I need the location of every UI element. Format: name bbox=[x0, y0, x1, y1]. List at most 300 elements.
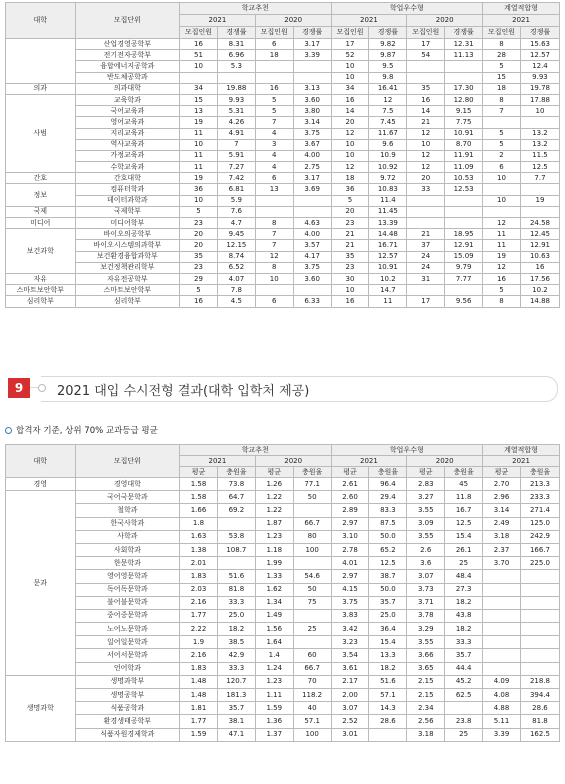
value-cell: 12.5 bbox=[445, 517, 483, 530]
value-cell: 14.48 bbox=[369, 229, 407, 240]
value-cell: 38.5 bbox=[217, 636, 255, 649]
value-cell: 11.45 bbox=[369, 206, 407, 217]
value-cell bbox=[483, 596, 521, 609]
value-cell: 2.70 bbox=[483, 478, 521, 491]
value-cell bbox=[445, 195, 483, 206]
value-cell: 6 bbox=[255, 39, 293, 50]
value-cell: 16.71 bbox=[369, 240, 407, 251]
value-cell: 12.53 bbox=[445, 184, 483, 195]
value-cell: 31 bbox=[407, 273, 445, 284]
value-cell: 16.7 bbox=[445, 504, 483, 517]
value-cell: 2.17 bbox=[331, 675, 369, 688]
unit-cell: 산업경영공학부 bbox=[75, 39, 179, 50]
college-cell: 심리학부 bbox=[6, 296, 76, 307]
value-cell: 3.78 bbox=[407, 609, 445, 622]
unit-cell: 한문학과 bbox=[75, 557, 179, 570]
value-cell: 6 bbox=[255, 296, 293, 307]
value-cell: 9.82 bbox=[369, 39, 407, 50]
value-cell: 1.66 bbox=[180, 504, 218, 517]
value-cell: 25.0 bbox=[217, 609, 255, 622]
value-cell: 12.57 bbox=[520, 50, 559, 61]
value-cell: 47.1 bbox=[217, 728, 255, 741]
unit-cell: 바이오시스템의과학부 bbox=[75, 240, 179, 251]
value-cell: 3.13 bbox=[293, 83, 331, 94]
value-cell bbox=[483, 623, 521, 636]
college-cell: 보건과학 bbox=[6, 229, 76, 274]
table-row bbox=[6, 39, 560, 50]
value-cell: 15.09 bbox=[445, 251, 483, 262]
value-cell: 20 bbox=[331, 206, 369, 217]
value-cell: 5 bbox=[483, 285, 521, 296]
value-cell: 16 bbox=[331, 296, 369, 307]
value-cell: 6.33 bbox=[293, 296, 331, 307]
header-sub: 충원율 bbox=[217, 467, 255, 478]
value-cell: 10.2 bbox=[369, 273, 407, 284]
value-cell: 21 bbox=[331, 240, 369, 251]
value-cell bbox=[483, 206, 521, 217]
value-cell: 14 bbox=[407, 106, 445, 117]
value-cell bbox=[255, 285, 293, 296]
value-cell: 77.1 bbox=[293, 478, 331, 491]
value-cell: 3.75 bbox=[331, 596, 369, 609]
value-cell: 54 bbox=[407, 50, 445, 61]
section-note bbox=[5, 424, 158, 436]
unit-cell: 국어국문학과 bbox=[75, 491, 179, 504]
value-cell: 7 bbox=[255, 229, 293, 240]
value-cell: 16 bbox=[331, 94, 369, 105]
header-year: 2021 bbox=[331, 15, 407, 27]
value-cell: 7.8 bbox=[217, 285, 255, 296]
college-cell: 간호 bbox=[6, 173, 76, 184]
value-cell: 2.49 bbox=[483, 517, 521, 530]
value-cell: 9.56 bbox=[445, 296, 483, 307]
value-cell: 17.56 bbox=[520, 273, 559, 284]
unit-cell: 수학교육과 bbox=[75, 162, 179, 173]
value-cell: 9.93 bbox=[520, 72, 559, 83]
value-cell: 1.18 bbox=[255, 543, 293, 556]
value-cell: 29.4 bbox=[369, 491, 407, 504]
value-cell: 4.09 bbox=[483, 675, 521, 688]
header-sub: 평균 bbox=[407, 467, 445, 478]
value-cell: 24 bbox=[407, 262, 445, 273]
table-row bbox=[6, 517, 560, 530]
header-sub: 충원율 bbox=[369, 467, 407, 478]
value-cell: 7 bbox=[255, 117, 293, 128]
value-cell: 10.91 bbox=[369, 262, 407, 273]
value-cell: 2 bbox=[483, 150, 521, 161]
unit-cell: 생명과학부 bbox=[75, 675, 179, 688]
unit-cell: 가정교육과 bbox=[75, 150, 179, 161]
value-cell: 1.38 bbox=[180, 543, 218, 556]
table-row bbox=[6, 273, 560, 284]
value-cell: 10 bbox=[180, 139, 218, 150]
note-text: 합격자 기준, 상위 70% 교과등급 평균 bbox=[16, 426, 158, 436]
table-row bbox=[6, 206, 560, 217]
value-cell: 25.0 bbox=[369, 609, 407, 622]
value-cell: 3.73 bbox=[407, 583, 445, 596]
value-cell: 20 bbox=[180, 229, 218, 240]
value-cell bbox=[520, 117, 559, 128]
value-cell: 96.4 bbox=[369, 478, 407, 491]
value-cell: 5 bbox=[255, 94, 293, 105]
value-cell: 13 bbox=[255, 184, 293, 195]
section-banner bbox=[5, 372, 558, 402]
value-cell: 18.2 bbox=[369, 662, 407, 675]
value-cell: 5 bbox=[180, 285, 218, 296]
value-cell: 1.99 bbox=[255, 557, 293, 570]
value-cell: 7.5 bbox=[369, 106, 407, 117]
value-cell bbox=[407, 206, 445, 217]
value-cell: 1.9 bbox=[180, 636, 218, 649]
value-cell: 5 bbox=[483, 128, 521, 139]
value-cell bbox=[293, 195, 331, 206]
table-row bbox=[6, 106, 560, 117]
value-cell: 2.03 bbox=[180, 583, 218, 596]
value-cell: 3.57 bbox=[293, 240, 331, 251]
table-row bbox=[6, 728, 560, 741]
value-cell bbox=[483, 636, 521, 649]
value-cell: 5.91 bbox=[217, 150, 255, 161]
table-row bbox=[6, 636, 560, 649]
value-cell bbox=[407, 285, 445, 296]
table-row bbox=[6, 570, 560, 583]
table-row bbox=[6, 296, 560, 307]
value-cell: 18.2 bbox=[445, 623, 483, 636]
value-cell bbox=[445, 72, 483, 83]
value-cell: 7.27 bbox=[217, 162, 255, 173]
value-cell: 51 bbox=[180, 50, 218, 61]
value-cell: 36.4 bbox=[369, 623, 407, 636]
value-cell: 1.23 bbox=[255, 530, 293, 543]
unit-cell: 언어학과 bbox=[75, 662, 179, 675]
value-cell: 2.34 bbox=[407, 702, 445, 715]
value-cell bbox=[293, 72, 331, 83]
value-cell: 16 bbox=[520, 262, 559, 273]
value-cell: 9.45 bbox=[217, 229, 255, 240]
value-cell: 14 bbox=[331, 106, 369, 117]
value-cell: 20 bbox=[331, 117, 369, 128]
value-cell: 118.2 bbox=[293, 689, 331, 702]
value-cell: 13.3 bbox=[369, 649, 407, 662]
value-cell: 60 bbox=[293, 649, 331, 662]
value-cell: 15.4 bbox=[445, 530, 483, 543]
value-cell: 87.5 bbox=[369, 517, 407, 530]
value-cell: 35 bbox=[331, 251, 369, 262]
value-cell: 2.01 bbox=[180, 557, 218, 570]
value-cell: 23 bbox=[331, 218, 369, 229]
value-cell bbox=[255, 72, 293, 83]
value-cell bbox=[445, 702, 483, 715]
value-cell: 20 bbox=[180, 240, 218, 251]
value-cell bbox=[520, 636, 559, 649]
value-cell bbox=[407, 218, 445, 229]
value-cell: 12.4 bbox=[520, 61, 559, 72]
value-cell: 5.9 bbox=[217, 195, 255, 206]
value-cell: 11.91 bbox=[445, 150, 483, 161]
value-cell: 1.56 bbox=[255, 623, 293, 636]
value-cell: 24 bbox=[407, 251, 445, 262]
value-cell: 3.07 bbox=[407, 570, 445, 583]
header-group: 학교추천 bbox=[180, 445, 332, 456]
value-cell bbox=[520, 609, 559, 622]
value-cell: 2.00 bbox=[331, 689, 369, 702]
header-group: 계열적합형 bbox=[483, 3, 560, 15]
value-cell: 11.67 bbox=[369, 128, 407, 139]
value-cell: 1.22 bbox=[255, 491, 293, 504]
value-cell: 125.0 bbox=[520, 517, 559, 530]
value-cell: 2.78 bbox=[331, 543, 369, 556]
table-grade-averages bbox=[5, 444, 560, 742]
header-sub: 평균 bbox=[483, 467, 521, 478]
college-cell bbox=[6, 39, 76, 84]
value-cell: 64.7 bbox=[217, 491, 255, 504]
unit-cell: 스마트보안학부 bbox=[75, 285, 179, 296]
value-cell: 1.58 bbox=[180, 491, 218, 504]
value-cell bbox=[520, 184, 559, 195]
value-cell: 5 bbox=[483, 139, 521, 150]
table-row bbox=[6, 689, 560, 702]
value-cell: 11 bbox=[180, 150, 218, 161]
value-cell: 18 bbox=[331, 173, 369, 184]
value-cell: 4.88 bbox=[483, 702, 521, 715]
value-cell: 10 bbox=[180, 195, 218, 206]
value-cell: 66.7 bbox=[293, 662, 331, 675]
value-cell bbox=[520, 662, 559, 675]
unit-cell: 보건정책관리학부 bbox=[75, 262, 179, 273]
value-cell: 19 bbox=[180, 117, 218, 128]
value-cell: 2.22 bbox=[180, 623, 218, 636]
value-cell: 2.83 bbox=[407, 478, 445, 491]
header-sub: 모집인원 bbox=[483, 27, 521, 39]
value-cell: 57.1 bbox=[369, 689, 407, 702]
value-cell: 12.5 bbox=[520, 162, 559, 173]
table-row bbox=[6, 662, 560, 675]
value-cell: 9.15 bbox=[445, 106, 483, 117]
value-cell: 37 bbox=[407, 240, 445, 251]
section-title: 2021 대입 수시전형 결과(대학 입학처 제공) bbox=[57, 384, 310, 399]
value-cell: 4.07 bbox=[217, 273, 255, 284]
value-cell: 1.58 bbox=[180, 478, 218, 491]
value-cell: 9.6 bbox=[369, 139, 407, 150]
header-sub: 모집인원 bbox=[407, 27, 445, 39]
value-cell: 7 bbox=[217, 139, 255, 150]
value-cell: 18.2 bbox=[217, 623, 255, 636]
value-cell bbox=[293, 504, 331, 517]
value-cell bbox=[407, 61, 445, 72]
value-cell: 50.0 bbox=[369, 530, 407, 543]
value-cell: 3.01 bbox=[331, 728, 369, 741]
value-cell: 15.63 bbox=[520, 39, 559, 50]
value-cell: 16.41 bbox=[369, 83, 407, 94]
value-cell: 26.1 bbox=[445, 543, 483, 556]
unit-cell: 생명공학부 bbox=[75, 689, 179, 702]
value-cell: 65.2 bbox=[369, 543, 407, 556]
value-cell: 23 bbox=[180, 262, 218, 273]
value-cell: 10 bbox=[407, 139, 445, 150]
value-cell: 4.00 bbox=[293, 229, 331, 240]
value-cell: 1.36 bbox=[255, 715, 293, 728]
value-cell bbox=[483, 184, 521, 195]
value-cell: 18 bbox=[255, 50, 293, 61]
value-cell: 25 bbox=[293, 623, 331, 636]
value-cell: 1.77 bbox=[180, 609, 218, 622]
value-cell bbox=[369, 728, 407, 741]
college-cell: 미디어 bbox=[6, 218, 76, 229]
value-cell: 23.8 bbox=[445, 715, 483, 728]
college-cell: 사범 bbox=[6, 94, 76, 172]
value-cell: 12 bbox=[483, 218, 521, 229]
header-unit: 모집단위 bbox=[75, 445, 179, 478]
value-cell: 11.8 bbox=[445, 491, 483, 504]
value-cell bbox=[520, 583, 559, 596]
table-row bbox=[6, 557, 560, 570]
value-cell: 3.17 bbox=[293, 39, 331, 50]
value-cell: 3.27 bbox=[407, 491, 445, 504]
unit-cell: 교육학과 bbox=[75, 94, 179, 105]
value-cell bbox=[445, 218, 483, 229]
value-cell bbox=[483, 609, 521, 622]
value-cell: 8 bbox=[483, 94, 521, 105]
college-cell: 국제 bbox=[6, 206, 76, 217]
value-cell: 18 bbox=[483, 83, 521, 94]
value-cell: 11 bbox=[483, 240, 521, 251]
table-row bbox=[6, 649, 560, 662]
value-cell: 4.5 bbox=[217, 296, 255, 307]
table-row bbox=[6, 117, 560, 128]
table-row bbox=[6, 94, 560, 105]
value-cell: 1.49 bbox=[255, 609, 293, 622]
value-cell: 21 bbox=[407, 117, 445, 128]
value-cell bbox=[293, 609, 331, 622]
unit-cell: 역사교육과 bbox=[75, 139, 179, 150]
value-cell: 11.5 bbox=[520, 150, 559, 161]
value-cell: 2.75 bbox=[293, 162, 331, 173]
value-cell: 15.4 bbox=[369, 636, 407, 649]
value-cell: 8 bbox=[483, 296, 521, 307]
value-cell: 1.26 bbox=[255, 478, 293, 491]
unit-cell: 일어일문학과 bbox=[75, 636, 179, 649]
header-group: 학업우수형 bbox=[331, 445, 483, 456]
value-cell: 24.58 bbox=[520, 218, 559, 229]
header-year: 2021 bbox=[180, 15, 256, 27]
value-cell: 45.2 bbox=[445, 675, 483, 688]
table-row bbox=[6, 139, 560, 150]
value-cell bbox=[180, 72, 218, 83]
value-cell: 2.16 bbox=[180, 649, 218, 662]
unit-cell: 식품자원경제학과 bbox=[75, 728, 179, 741]
value-cell: 10.2 bbox=[520, 285, 559, 296]
college-cell: 문과 bbox=[6, 491, 76, 676]
value-cell bbox=[483, 649, 521, 662]
value-cell: 1.81 bbox=[180, 702, 218, 715]
value-cell: 12 bbox=[369, 94, 407, 105]
value-cell bbox=[407, 72, 445, 83]
value-cell: 3.18 bbox=[483, 530, 521, 543]
value-cell: 8.74 bbox=[217, 251, 255, 262]
value-cell: 1.34 bbox=[255, 596, 293, 609]
header-sub: 평균 bbox=[331, 467, 369, 478]
unit-cell: 미디어학부 bbox=[75, 218, 179, 229]
table-row bbox=[6, 675, 560, 688]
value-cell: 17.88 bbox=[520, 94, 559, 105]
header-year: 2021 bbox=[483, 456, 560, 467]
unit-cell: 사회학과 bbox=[75, 543, 179, 556]
value-cell: 8.31 bbox=[217, 39, 255, 50]
value-cell: 5 bbox=[483, 61, 521, 72]
value-cell: 9.87 bbox=[369, 50, 407, 61]
college-cell: 정보 bbox=[6, 184, 76, 206]
header-sub: 모집인원 bbox=[331, 27, 369, 39]
value-cell: 108.7 bbox=[217, 543, 255, 556]
value-cell: 1.62 bbox=[255, 583, 293, 596]
value-cell: 10 bbox=[331, 150, 369, 161]
value-cell: 3.60 bbox=[293, 273, 331, 284]
value-cell: 8 bbox=[255, 262, 293, 273]
header-sub: 경쟁률 bbox=[217, 27, 255, 39]
value-cell: 8 bbox=[483, 39, 521, 50]
value-cell bbox=[255, 206, 293, 217]
table-row bbox=[6, 83, 560, 94]
table-admission-competition bbox=[5, 2, 560, 308]
value-cell: 1.8 bbox=[180, 517, 218, 530]
unit-cell: 국제학부 bbox=[75, 206, 179, 217]
value-cell bbox=[293, 636, 331, 649]
value-cell: 4.26 bbox=[217, 117, 255, 128]
value-cell: 19.88 bbox=[217, 83, 255, 94]
unit-cell: 한국사학과 bbox=[75, 517, 179, 530]
value-cell bbox=[293, 206, 331, 217]
value-cell: 16 bbox=[180, 39, 218, 50]
value-cell bbox=[483, 117, 521, 128]
header-year: 2020 bbox=[407, 15, 483, 27]
value-cell: 10.83 bbox=[369, 184, 407, 195]
unit-cell: 국어교육과 bbox=[75, 106, 179, 117]
value-cell: 54.6 bbox=[293, 570, 331, 583]
table-row bbox=[6, 285, 560, 296]
value-cell: 4.63 bbox=[293, 218, 331, 229]
value-cell: 48.4 bbox=[445, 570, 483, 583]
value-cell: 25 bbox=[445, 728, 483, 741]
unit-cell: 반도체공학과 bbox=[75, 72, 179, 83]
value-cell: 27.3 bbox=[445, 583, 483, 596]
value-cell: 4 bbox=[255, 128, 293, 139]
value-cell: 162.5 bbox=[520, 728, 559, 741]
unit-cell: 중어중문학과 bbox=[75, 609, 179, 622]
value-cell: 3.54 bbox=[331, 649, 369, 662]
value-cell: 45 bbox=[445, 478, 483, 491]
value-cell: 3.80 bbox=[293, 106, 331, 117]
value-cell: 3.14 bbox=[483, 504, 521, 517]
value-cell: 2.60 bbox=[331, 491, 369, 504]
value-cell: 1.23 bbox=[255, 675, 293, 688]
value-cell: 10.9 bbox=[369, 150, 407, 161]
value-cell: 17 bbox=[331, 39, 369, 50]
value-cell: 3.07 bbox=[331, 702, 369, 715]
value-cell: 17 bbox=[407, 39, 445, 50]
value-cell bbox=[255, 195, 293, 206]
value-cell: 3 bbox=[255, 139, 293, 150]
header-year: 2021 bbox=[331, 456, 407, 467]
value-cell: 9.72 bbox=[369, 173, 407, 184]
table-row bbox=[6, 173, 560, 184]
value-cell: 3.60 bbox=[293, 94, 331, 105]
value-cell: 2.97 bbox=[331, 517, 369, 530]
value-cell bbox=[520, 623, 559, 636]
value-cell: 7.7 bbox=[520, 173, 559, 184]
value-cell: 40 bbox=[293, 702, 331, 715]
value-cell bbox=[483, 570, 521, 583]
table-row bbox=[6, 583, 560, 596]
